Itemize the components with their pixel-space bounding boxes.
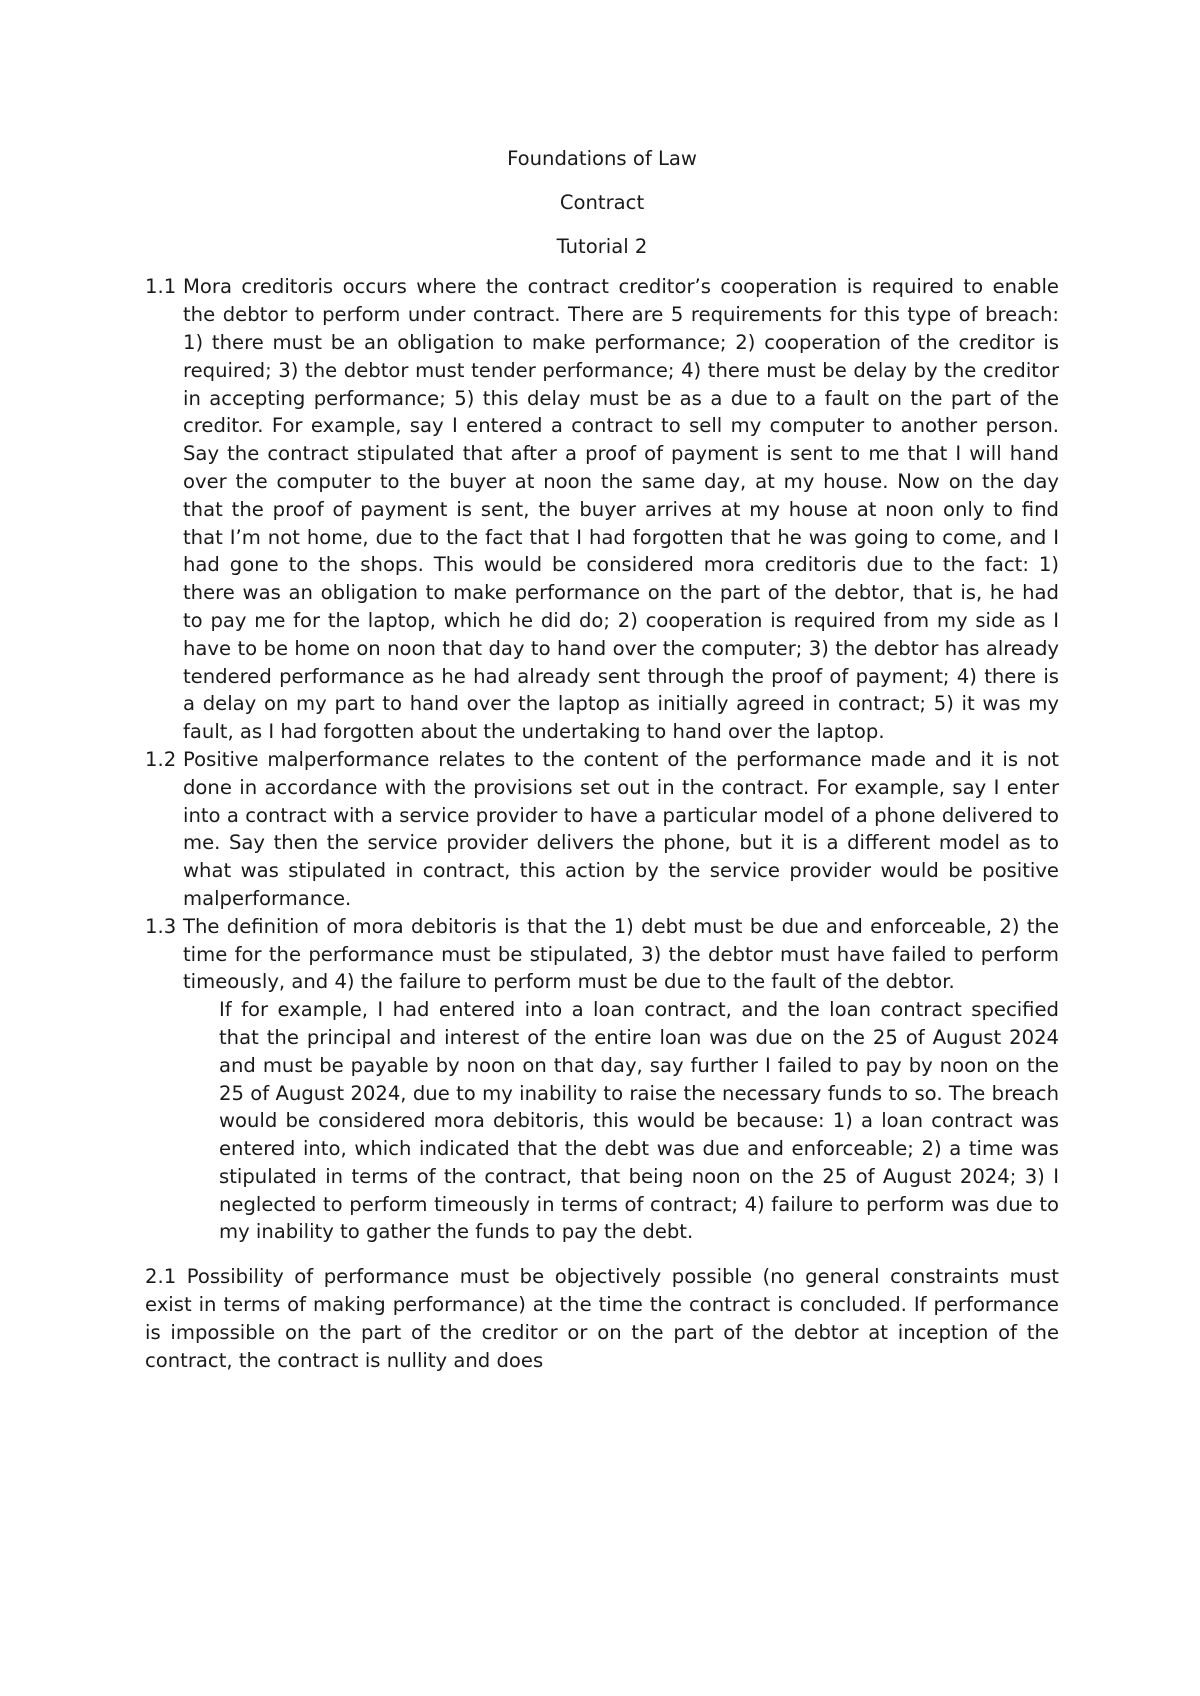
tutorial-title: Tutorial 2 — [556, 234, 648, 258]
document-body — [145, 145, 1059, 1374]
item-number: 1.2 — [145, 747, 177, 771]
item-1-3-example: If for example, I had entered into a loan contract, and the loan contract specified that the principal and interest of the entire loan was due on the 25 of August 2024 and must be payable by noon on that day, say further I failed to pay by noon on the 25 of August 2024, due to my inability to raise the necessary funds to so. The breach would be considered mora debitoris, this would be because: 1) a loan contract was entered into, which indicated that the debt was due and enforceable; 2) a time was stipulated in terms of the contract, that being noon on the 25 of August 2024; 3) I neglected to perform timeously in terms of contract; 4) failure to perform was due to my inability to gather the funds to pay the debt. — [219, 998, 1059, 1244]
subject-title: Contract — [559, 190, 645, 214]
item-number: 1.1 — [145, 275, 177, 299]
answer-item-1-2 — [145, 746, 1059, 913]
paragraph-2-1: 2.1 Possibility of performance must be objectively possible (no general constraints must exist in terms of making performance) at the time the contract is concluded. If performance is impossible on the part of the creditor or on the part of the debtor at inception of the contract, the contract is nullity and does — [145, 1265, 1059, 1372]
item-text: Positive malperformance relates to the content of the performance made and it is not done in accordance with the provisions set out in the contract. For example, say I enter into a contract with a service provider to have a particular model of a phone delivered to me. Say then the service provider delivers the phone, but it is a different model as to what was stipulated in contract, this action by the service provider would be positive malperformance. — [183, 747, 1059, 910]
item-number: 1.3 — [145, 914, 177, 938]
course-title: Foundations of Law — [507, 147, 697, 170]
item-text: Mora creditoris occurs where the contract creditor’s cooperation is required to enable the debtor to perform under contract. There are 5 requirements for this type of breach: 1) there must be an obligation to make performance; 2) cooperation of the creditor is required; 3) the debtor must tender performance; 4) there must be delay by the creditor in accepting performance; 5) this delay must be as a due to a fault on the part of the creditor. For example, say I entered a contract to sell my computer to another person. Say the contract stipulated that after a proof of payment is sent to me that I will hand over the computer to the buyer at noon the same day, at my house. Now on the day that the proof of payment is sent, the buyer arrives at my house at noon only to find that I’m not home, due to the fact that I had forgotten that he was going to come, and I had gone to the shops. This would be considered mora creditoris due to the fact: 1) there was an obligation to make performance on the part of the debtor, that is, he had to pay me for the laptop, which he did do; 2) cooperation is required from my side as I have to be home on noon that day to hand over the computer; 3) the debtor has already tendered performance as he had already sent through the proof of payment; 4) there is a delay on my part to hand over the laptop as initially agreed in contract; 5) it was my fault, as I had forgotten about the undertaking to hand over the laptop. — [183, 275, 1059, 744]
answer-item-1-1 — [145, 273, 1059, 746]
answer-item-1-3 — [145, 913, 1059, 996]
item-text: The definition of mora debitoris is that the 1) debt must be due and enforceable, 2) the time for the performance must be stipulated, 3) the debtor must have failed to perform timeously, and 4) the failure to perform must be due to the fault of the debtor. — [183, 914, 1059, 994]
